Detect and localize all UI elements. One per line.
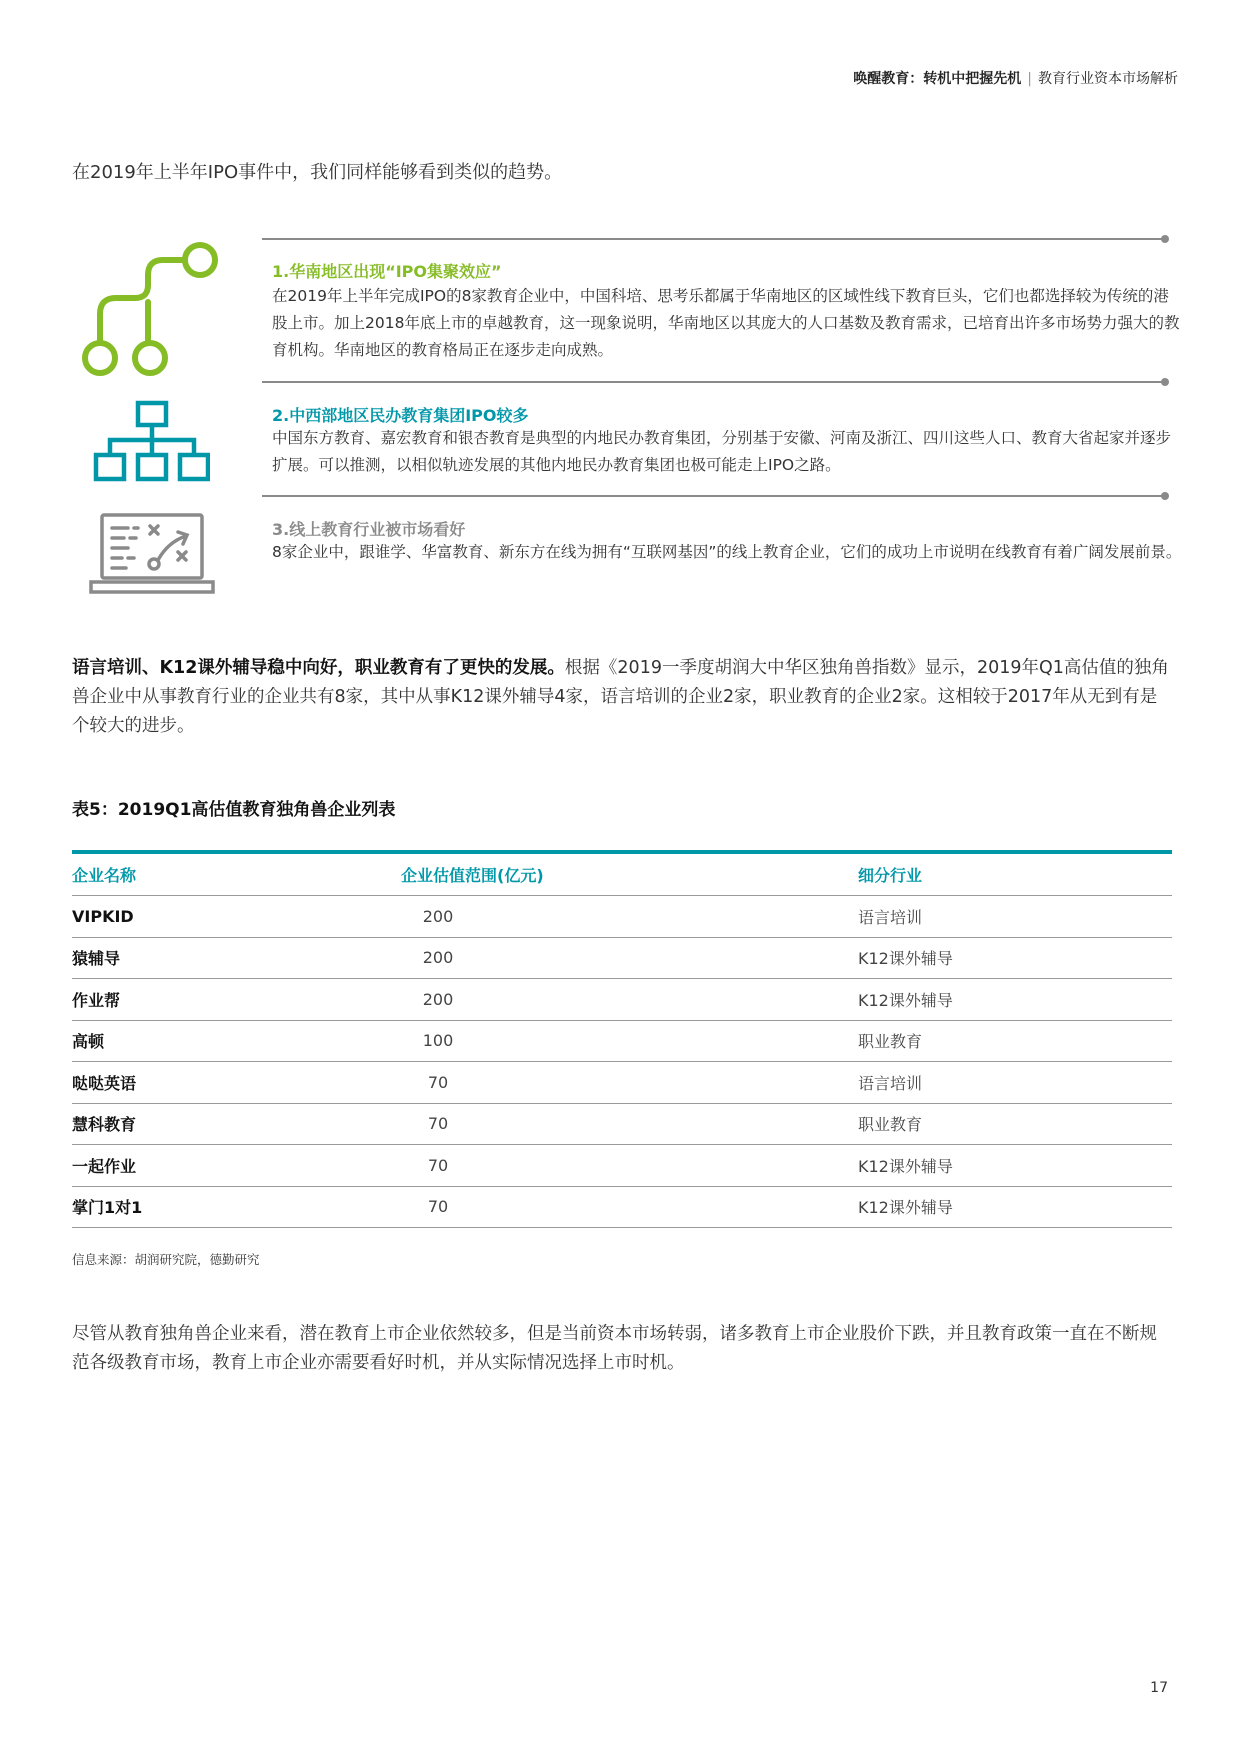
company-name: 掌门1对1 [72,1186,402,1228]
table-row [72,1186,1172,1228]
divider-line [262,495,1166,497]
valuation-value: 200 [402,979,858,1021]
table-row [72,1020,1172,1062]
industry-value: K12课外辅导 [858,937,1172,979]
valuation-value: 70 [402,1145,858,1187]
key-point-2-body: 中国东方教育、嘉宏教育和银杏教育是典型的内地民办教育集团，分别基于安徽、河南及浙江、四川这些人口、教育大省起家并逐步扩展。可以推测，以相似轨迹发展的其他内地民办教育集团也极可能走上IPO之路。 [272,429,1172,474]
company-name: 哒哒英语 [72,1062,402,1104]
valuation-value: 200 [402,937,858,979]
page-number: 17 [1150,1680,1168,1696]
industry-value: 语言培训 [858,1062,1172,1104]
closing-paragraph: 尽管从教育独角兽企业来看，潜在教育上市企业依然较多，但是当前资本市场转弱，诸多教育上市企业股价下跌，并且教育政策一直在不断规范各级教育市场，教育上市企业亦需要看好时机，并从实际情况选择上市时机。 [72,1324,1157,1373]
industry-value: 语言培训 [858,896,1172,938]
table-row [72,979,1172,1021]
intro-sentence: 在2019年上半年IPO事件中，我们同样能够看到类似的趋势。 [72,162,563,183]
valuation-value: 100 [402,1020,858,1062]
column-header-valuation: 企业估值范围(亿元) [402,852,858,896]
industry-value: 职业教育 [858,1020,1172,1062]
header-title: 唤醒教育：转机中把握先机 [853,71,1022,87]
company-name: 作业帮 [72,979,402,1021]
page-header [853,68,1178,88]
table-header-row [72,852,1172,896]
paragraph-text: 根据《2019一季度胡润大中华区独角兽指数》显示，2019年Q1高估值的独角兽企业中从事教育行业的企业共有8家，其中从事K12课外辅导4家，语言培训的企业2家，职业教育的企业2家。这相较于2017年从无到有是个较大的进步。 [72,658,1169,736]
header-subtitle: 教育行业资本市场解析 [1038,71,1178,87]
table-row [72,1145,1172,1187]
hierarchy-icon [92,400,210,482]
industry-value: 职业教育 [858,1103,1172,1145]
industry-value: K12课外辅导 [858,979,1172,1021]
company-name: 高顿 [72,1020,402,1062]
divider-line [262,238,1166,240]
key-point-1-title: 1.华南地区出现“IPO集聚效应” [272,262,502,281]
company-name: 猿辅导 [72,937,402,979]
table-title: 表5：2019Q1高估值教育独角兽企业列表 [72,800,396,820]
header-separator: | [1027,71,1032,87]
analysis-paragraph [72,654,1172,741]
company-name: VIPKID [72,896,402,938]
paragraph-emphasis: 语言培训、K12课外辅导稳中向好，职业教育有了更快的发展。 [72,658,565,678]
valuation-value: 70 [402,1103,858,1145]
valuation-value: 200 [402,896,858,938]
key-point-3-title: 3.线上教育行业被市场看好 [272,520,466,539]
column-header-company: 企业名称 [72,852,402,896]
divider-line [262,381,1166,383]
table-row [72,937,1172,979]
branch-icon [78,240,218,380]
industry-value: K12课外辅导 [858,1186,1172,1228]
company-name: 一起作业 [72,1145,402,1187]
company-name: 慧科教育 [72,1103,402,1145]
valuation-value: 70 [402,1062,858,1104]
table-row [72,1103,1172,1145]
industry-value: K12课外辅导 [858,1145,1172,1187]
valuation-value: 70 [402,1186,858,1228]
table-row [72,1062,1172,1104]
table-source-note: 信息来源：胡润研究院，德勤研究 [72,1252,260,1267]
key-point-3-body: 8家企业中，跟谁学、华富教育、新东方在线为拥有“互联网基因”的线上教育企业，它们的成功上市说明在线教育有着广阔发展前景。 [272,543,1182,561]
table-row [72,896,1172,938]
key-point-1-body: 在2019年上半年完成IPO的8家教育企业中，中国科培、思考乐都属于华南地区的区域性线下教育巨头，它们也都选择较为传统的港股上市。加上2018年底上市的卓越教育，这一现象说明，华南地区以其庞大的人口基数及教育需求，已培育出许多市场势力强大的教育机构。华南地区的教育格局正在逐步走向成熟。 [272,287,1180,359]
column-header-industry: 细分行业 [858,852,1172,896]
laptop-strategy-icon [88,512,216,596]
unicorn-table [72,850,1172,1228]
key-point-2-title: 2.中西部地区民办教育集团IPO较多 [272,406,529,425]
